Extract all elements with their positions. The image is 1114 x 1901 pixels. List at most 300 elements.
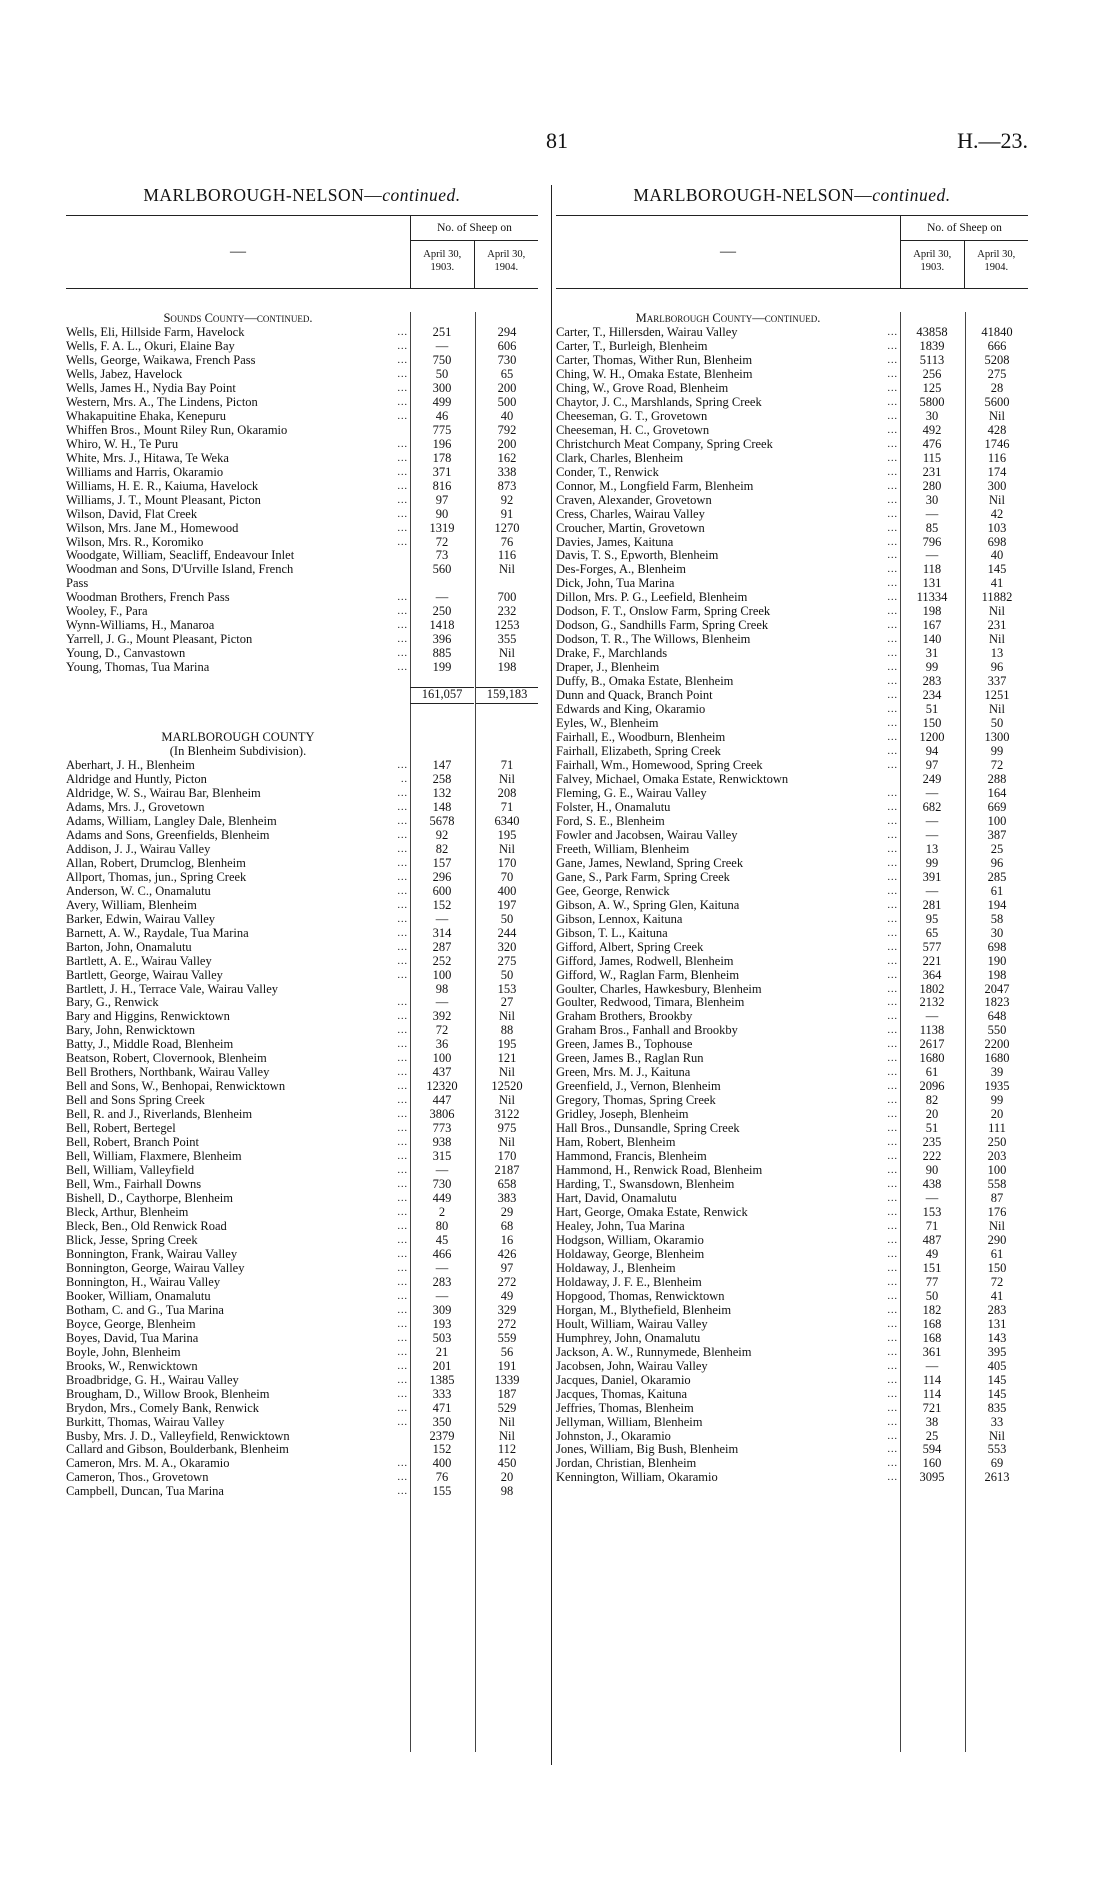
leader-dots: ... [397, 648, 408, 660]
sheep-1904: 116 [987, 450, 1007, 465]
sheep-1903: 252 [432, 953, 452, 968]
leader-dots: ... [397, 1025, 408, 1037]
sheep-1903: — [925, 1009, 939, 1024]
leader-dots: ... [397, 899, 408, 911]
table-row [556, 955, 1028, 969]
sheep-1904: 700 [497, 590, 517, 605]
leader-dots: ... [887, 1276, 898, 1288]
table-row [556, 871, 1028, 885]
sheep-1904: 405 [987, 1358, 1007, 1373]
leader-dots: ... [397, 941, 408, 953]
owner-name: Wells, F. A. L., Okuri, Elaine Bay [66, 339, 235, 353]
owner-name: Gane, James, Newland, Spring Creek [556, 856, 744, 870]
sheep-1903: — [435, 1163, 449, 1178]
table-row [66, 1276, 538, 1290]
owner-name: Callard and Gibson, Boulderbank, Blenheim [66, 1443, 289, 1457]
table-row [556, 773, 1028, 787]
leader-dots: ... [887, 1360, 898, 1372]
leader-dots: ... [397, 1067, 408, 1079]
leader-dots: ... [397, 452, 408, 464]
table-row [66, 633, 538, 647]
owner-name: Gifford, Albert, Spring Creek [556, 940, 704, 954]
table-row [66, 1402, 538, 1416]
sheep-1903: 251 [432, 324, 452, 339]
sheep-1903: 161,057 [410, 687, 474, 704]
sheep-1904: 56 [500, 1344, 514, 1359]
table-row [66, 549, 538, 563]
owner-name: Clark, Charles, Blenheim [556, 451, 684, 465]
sheep-1904: 58 [990, 911, 1004, 926]
sheep-1904: 2047 [984, 981, 1010, 996]
table-row [556, 1010, 1028, 1024]
leader-dots: ... [397, 1207, 408, 1218]
table-row [66, 787, 538, 801]
sheep-1903: 361 [922, 1344, 942, 1359]
sheep-1903: 11334 [916, 590, 948, 605]
sheep-1903: 281 [922, 897, 942, 912]
sheep-1904: 337 [987, 674, 1007, 689]
table-row [556, 941, 1028, 955]
sheep-1904: 50 [500, 911, 514, 926]
sheep-1903: 471 [432, 1400, 452, 1415]
table-row [66, 1094, 538, 1108]
sheep-1904: 61 [990, 883, 1004, 898]
table-row [556, 745, 1028, 759]
sheep-1903: 314 [432, 925, 452, 940]
right-header-group [900, 216, 1028, 288]
owner-name: Busby, Mrs. J. D., Valleyfield, Renwicktown [66, 1429, 290, 1443]
sheep-1903: 258 [432, 771, 452, 786]
sheep-1904: 112 [497, 1442, 517, 1457]
owner-name: Wilson, Mrs. Jane M., Homewood [66, 521, 239, 535]
sheep-1903: 36 [435, 1037, 449, 1052]
sheep-1903: 65 [925, 925, 939, 940]
table-row [66, 1234, 538, 1248]
table-row [556, 1248, 1028, 1262]
sheep-1904: 12520 [491, 1079, 523, 1094]
sheep-1904: 72 [990, 758, 1004, 772]
sheep-1904: 96 [990, 660, 1004, 675]
owner-name: Bonnington, H., Wairau Valley [66, 1275, 221, 1289]
sheep-1904: 50 [990, 716, 1004, 731]
owner-name: Bishell, D., Caythorpe, Blenheim [66, 1192, 233, 1206]
table-row [556, 549, 1028, 563]
leader-dots: ... [887, 787, 898, 799]
sheep-1903: 99 [925, 660, 939, 675]
leader-dots: ... [887, 815, 898, 827]
sheep-1903: 315 [432, 1149, 452, 1164]
table-row [66, 563, 538, 577]
sheep-1903: 94 [925, 744, 939, 759]
sheep-1904: 121 [497, 1051, 517, 1066]
leader-dots: ... [397, 927, 408, 939]
leader-dots: ... [887, 438, 898, 450]
leader-dots: ... [887, 927, 898, 939]
owner-name: Fowler and Jacobsen, Wairau Valley [556, 828, 738, 842]
table-row [556, 591, 1028, 605]
owner-name: Dodson, T. R., The Willows, Blenheim [556, 633, 751, 647]
sheep-1904: 550 [987, 1023, 1007, 1038]
sheep-1903: 438 [922, 1177, 942, 1192]
sheep-1903: 1200 [919, 730, 945, 745]
leader-dots: ... [887, 1472, 898, 1484]
table-row [556, 1402, 1028, 1416]
table-row [66, 577, 538, 591]
sheep-1904: 294 [497, 324, 517, 339]
table-row [556, 1304, 1028, 1318]
sheep-1903: — [435, 1288, 449, 1303]
leader-dots: ... [887, 997, 898, 1009]
sheep-1904: 68 [500, 1218, 514, 1233]
sheep-1904: Nil [989, 1428, 1005, 1443]
table-row [556, 1290, 1028, 1304]
table-row [556, 675, 1028, 689]
leader-dots: ... [887, 718, 898, 730]
sheep-1903: 118 [922, 562, 942, 577]
table-row [556, 382, 1028, 396]
table-row [556, 1136, 1028, 1150]
sheep-1903: — [435, 590, 449, 605]
leader-dots: .. [401, 773, 408, 785]
sheep-1904: 666 [987, 338, 1007, 353]
sheep-1903: 1418 [429, 618, 455, 633]
sheep-1903: 152 [432, 897, 452, 912]
table-row [556, 703, 1028, 717]
leader-dots: ... [397, 1346, 408, 1358]
leader-dots: ... [397, 1262, 408, 1274]
owner-name: Blick, Jesse, Spring Creek [66, 1233, 198, 1247]
sheep-1904: Nil [499, 771, 515, 786]
left-header-year-1903: April 30, 1903. [411, 240, 475, 288]
table-row [66, 605, 538, 619]
section-title: Sounds County—continued. [163, 312, 313, 325]
sheep-1904: Nil [499, 1065, 515, 1080]
table-row [66, 1457, 538, 1471]
owner-name: Chaytor, J. C., Marshlands, Spring Creek [556, 395, 762, 409]
sheep-1904: 40 [500, 408, 514, 423]
table-row [66, 1360, 538, 1374]
sheep-1903: 167 [922, 618, 942, 633]
owner-name: Bell, William, Valleyfield [66, 1164, 195, 1178]
left-title-suffix: continued. [382, 185, 461, 205]
table-row [556, 1164, 1028, 1178]
sheep-1904: 191 [497, 1358, 517, 1373]
owner-name: Fairhall, E., Woodburn, Blenheim [556, 731, 726, 745]
table-row [66, 913, 538, 927]
sheep-1903: — [435, 911, 449, 926]
sheep-1903: 235 [922, 1135, 942, 1150]
leader-dots: ... [397, 1458, 408, 1470]
sheep-1903: 132 [432, 785, 452, 800]
sheep-1903: 178 [432, 450, 452, 465]
sheep-1904: 20 [500, 1470, 514, 1485]
sheep-1904: 65 [500, 366, 514, 381]
leader-dots: ... [397, 1486, 408, 1498]
leader-dots: ... [887, 1025, 898, 1037]
sheep-1904: 100 [987, 1163, 1007, 1178]
leader-dots: ... [397, 1290, 408, 1302]
owner-name: Bell and Sons, W., Benhopai, Renwicktown [66, 1080, 286, 1094]
table-row [66, 354, 538, 368]
owner-name: Brydon, Mrs., Comely Bank, Renwick [66, 1401, 260, 1415]
sheep-1903: 1385 [429, 1372, 455, 1387]
sheep-1904: 208 [497, 785, 517, 800]
owner-name: Jacobsen, John, Wairau Valley [556, 1359, 708, 1373]
table-row [66, 1304, 538, 1318]
sheep-1903: 938 [432, 1135, 452, 1150]
sheep-1903: 391 [922, 869, 942, 884]
leader-dots: ... [397, 815, 408, 827]
owner-name: Wells, Eli, Hillside Farm, Havelock [66, 325, 245, 339]
leader-dots: ... [887, 382, 898, 394]
leader-dots: ... [397, 801, 408, 813]
table-row [66, 983, 538, 997]
owner-name: Bell, William, Flaxmere, Blenheim [66, 1150, 242, 1164]
sheep-1903: 73 [435, 548, 449, 563]
sheep-1903: 125 [922, 380, 942, 395]
sheep-1904: 1746 [984, 436, 1010, 451]
section-title: MARLBOROUGH COUNTY [161, 731, 315, 745]
table-row [66, 466, 538, 480]
leader-dots: ... [887, 1039, 898, 1051]
sheep-1903: 90 [435, 506, 449, 521]
sheep-1904: 195 [497, 1037, 517, 1052]
sheep-1904: 111 [988, 1121, 1006, 1136]
leader-dots: ... [887, 1430, 898, 1442]
owner-name: Holdaway, J., Blenheim [556, 1261, 676, 1275]
owner-name: Brougham, D., Willow Brook, Blenheim [66, 1387, 270, 1401]
sheep-1904: 49 [500, 1288, 514, 1303]
sheep-1903: 231 [922, 464, 942, 479]
owner-name: Allport, Thomas, jun., Spring Creek [66, 870, 247, 884]
sheep-1903: 885 [432, 646, 452, 661]
owner-name: Wooley, F., Para [66, 605, 148, 619]
sheep-1904: 1300 [984, 730, 1010, 745]
left-header-group [410, 216, 538, 288]
sheep-1903: 50 [925, 1288, 939, 1303]
owner-name: Dunn and Quack, Branch Point [556, 689, 713, 703]
sheep-1904: 231 [987, 618, 1007, 633]
owner-name: Hoult, William, Wairau Valley [556, 1317, 708, 1331]
leader-dots: ... [397, 1318, 408, 1330]
sheep-1903: 437 [432, 1065, 452, 1080]
sheep-1904: 290 [987, 1232, 1007, 1247]
sheep-1904: 792 [497, 422, 517, 437]
table-row [556, 340, 1028, 354]
sheep-1904: 91 [500, 506, 514, 521]
leader-dots: ... [397, 662, 408, 674]
sheep-1903: 77 [925, 1274, 939, 1289]
table-row [66, 1178, 538, 1192]
sheep-1903: 92 [435, 827, 449, 842]
table-row [556, 619, 1028, 633]
owner-name: Graham Bros., Fanhall and Brookby [556, 1024, 738, 1038]
leader-dots: ... [887, 746, 898, 758]
sheep-1904: 150 [987, 1260, 1007, 1275]
table-row [556, 326, 1028, 340]
sheep-1903: 364 [922, 967, 942, 982]
sheep-1904: Nil [499, 1428, 515, 1443]
sheep-1903: 750 [432, 352, 452, 367]
sheep-1903: 49 [925, 1246, 939, 1261]
table-row [556, 1080, 1028, 1094]
table-row [66, 1038, 538, 1052]
sheep-1904: 20 [990, 1107, 1004, 1122]
leader-dots: ... [887, 760, 898, 771]
sheep-1903: 577 [922, 939, 942, 954]
leader-dots: ... [887, 1234, 898, 1246]
owner-name: Horgan, M., Blythefield, Blenheim [556, 1303, 732, 1317]
sheep-1903: 115 [922, 450, 942, 465]
owner-name: Dick, John, Tua Marina [556, 577, 675, 591]
owner-name: Green, James B., Raglan Run [556, 1052, 704, 1066]
sheep-1904: 1251 [984, 688, 1010, 703]
owner-name: Brooks, W., Renwicktown [66, 1359, 198, 1373]
owner-name: Goulter, Charles, Hawkesbury, Blenheim [556, 982, 762, 996]
table-row [556, 577, 1028, 591]
table-row [66, 1471, 538, 1485]
sheep-1903: 5800 [919, 394, 945, 409]
table-row [556, 996, 1028, 1010]
owner-name: Wynn-Williams, H., Manaroa [66, 619, 215, 633]
sheep-1903: 249 [922, 771, 942, 786]
sheep-1904: 283 [987, 1302, 1007, 1317]
leader-dots: ... [397, 634, 408, 646]
sheep-1903: — [925, 1191, 939, 1206]
sheep-1903: 199 [432, 660, 452, 675]
sheep-1903: 82 [925, 1093, 939, 1108]
sheep-1903: — [925, 1358, 939, 1373]
table-row [66, 773, 538, 787]
owner-name: Woodman Brothers, French Pass [66, 591, 230, 605]
table-row [66, 508, 538, 522]
sheep-1904: 29 [500, 1205, 514, 1219]
leader-dots: ... [397, 522, 408, 534]
leader-dots: ... [397, 1234, 408, 1246]
table-row [556, 689, 1028, 703]
owner-name: Dillon, Mrs. P. G., Leefield, Blenheim [556, 591, 748, 605]
sheep-1903: 773 [432, 1121, 452, 1136]
sheep-1903: 1138 [919, 1023, 945, 1038]
owner-name: Graham Brothers, Brookby [556, 1010, 693, 1024]
table-row [66, 438, 538, 452]
right-column-title [556, 185, 1028, 206]
owner-name: Ford, S. E., Blenheim [556, 814, 665, 828]
leader-dots: ... [397, 1151, 408, 1163]
owner-name: Jones, William, Big Bush, Blenheim [556, 1443, 739, 1457]
sheep-1903: 396 [432, 632, 452, 647]
table-row [66, 1220, 538, 1234]
table-row [66, 843, 538, 857]
leader-dots: ... [887, 326, 898, 338]
leader-dots: ... [887, 1262, 898, 1274]
sheep-1904: 529 [497, 1400, 517, 1415]
sheep-1903: 600 [432, 883, 452, 898]
owner-name: Anderson, W. C., Onamalutu [66, 884, 211, 898]
sheep-1904: 50 [500, 967, 514, 982]
sheep-1903: 682 [922, 799, 942, 814]
sheep-1903: 98 [435, 981, 449, 996]
leader-dots: ... [887, 1011, 898, 1023]
sheep-1903: 38 [925, 1414, 939, 1429]
owner-name: Bell, Wm., Fairhall Downs [66, 1178, 202, 1192]
owner-name: Gregory, Thomas, Spring Creek [556, 1094, 716, 1108]
owner-name: Davies, James, Kaituna [556, 535, 674, 549]
sheep-1904: 835 [987, 1400, 1007, 1415]
table-row [556, 1024, 1028, 1038]
owner-name: Healey, John, Tua Marina [556, 1219, 685, 1233]
sheep-1904: 285 [987, 869, 1007, 884]
right-header-sheep-label: No. of Sheep on [901, 216, 1028, 241]
sheep-1904: 873 [497, 478, 517, 493]
leader-dots: ... [887, 606, 898, 618]
table-row [66, 340, 538, 354]
table-row [556, 801, 1028, 815]
table-row [556, 983, 1028, 997]
owner-name: Freeth, William, Blenheim [556, 842, 690, 856]
leader-dots: ... [887, 676, 898, 688]
sheep-1903: 147 [432, 758, 452, 772]
sheep-1904: 187 [497, 1386, 517, 1401]
table-row [556, 1416, 1028, 1430]
table-row [556, 1374, 1028, 1388]
owner-name: Jacques, Thomas, Kaituna [556, 1387, 687, 1401]
table-row [556, 536, 1028, 550]
owner-name: Ham, Robert, Blenheim [556, 1136, 676, 1150]
sheep-1903: 12320 [426, 1079, 458, 1094]
table-row [66, 1080, 538, 1094]
owner-name: Hammond, Francis, Blenheim [556, 1150, 707, 1164]
leader-dots: ... [397, 326, 408, 338]
owner-name: Jackson, A. W., Runnymede, Blenheim [556, 1345, 752, 1359]
sheep-1903: 198 [922, 604, 942, 619]
sheep-1903: 2132 [919, 995, 945, 1010]
leader-dots: ... [887, 396, 898, 408]
owner-name: Carter, Thomas, Wither Run, Blenheim [556, 353, 753, 367]
leader-dots: ... [397, 1123, 408, 1135]
sheep-1904: 198 [497, 660, 517, 675]
column-separator [551, 185, 552, 1765]
owner-name: Drake, F., Marchlands [556, 647, 668, 661]
sheep-1904: 41840 [981, 324, 1013, 339]
sheep-1904: 669 [987, 799, 1007, 814]
table-row [556, 1388, 1028, 1402]
leader-dots: ... [397, 536, 408, 548]
right-title-suffix: continued. [872, 185, 951, 205]
leader-dots: ... [887, 1207, 898, 1218]
leader-dots: ... [887, 885, 898, 897]
table-row [556, 899, 1028, 913]
sheep-1903: — [925, 785, 939, 800]
owner-name: Cameron, Thos., Grovetown [66, 1471, 209, 1485]
leader-dots: ... [887, 494, 898, 506]
leader-dots: ... [887, 801, 898, 813]
leader-dots: ... [887, 969, 898, 981]
owner-name: Boyle, John, Blenheim [66, 1345, 181, 1359]
owner-name: Conder, T., Renwick [556, 465, 659, 479]
owner-name: Adams, Mrs. J., Grovetown [66, 800, 205, 814]
table-row [556, 913, 1028, 927]
sheep-1903: 466 [432, 1246, 452, 1261]
leader-dots: ... [397, 1402, 408, 1414]
owner-name: Wells, James H., Nydia Bay Point [66, 381, 236, 395]
sheep-1904: Nil [989, 492, 1005, 507]
leader-dots: ... [887, 913, 898, 925]
leader-dots: ... [887, 1402, 898, 1414]
table-row [556, 1150, 1028, 1164]
spacer-row [66, 703, 538, 717]
sheep-1903: 503 [432, 1330, 452, 1345]
